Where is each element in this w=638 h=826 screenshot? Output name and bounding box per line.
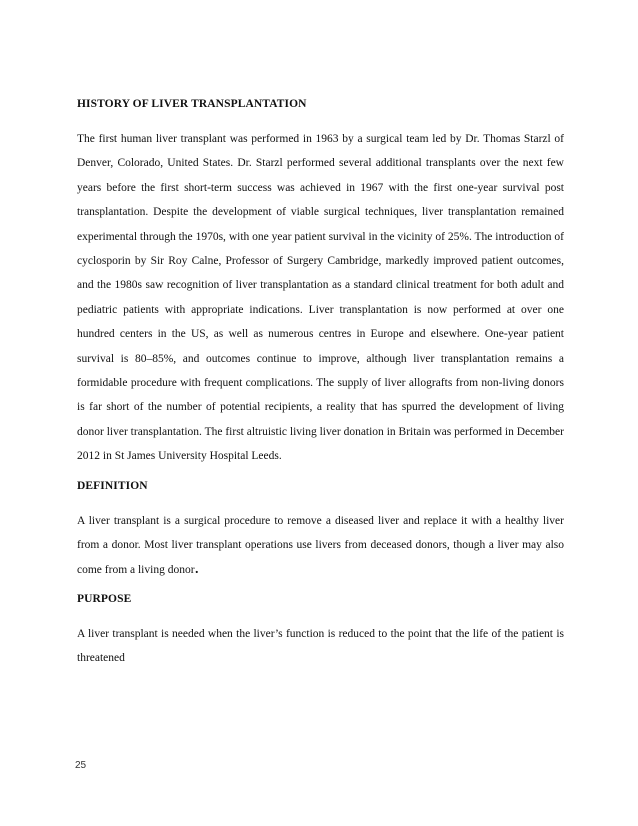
heading-history: HISTORY OF LIVER TRANSPLANTATION bbox=[77, 98, 307, 110]
document-content bbox=[77, 96, 564, 680]
page-number: 25 bbox=[75, 760, 87, 771]
paragraph-definition bbox=[77, 509, 564, 582]
heading-purpose: PURPOSE bbox=[77, 592, 132, 605]
paragraph-definition-text: A liver transplant is a surgical procedure to remove a diseased liver and replace it with a healthy liver from a donor. Most liver transplant operations use livers from deceased donors, though a liver may also come from a living donor bbox=[77, 514, 564, 576]
paragraph-history: The first human liver transplant was performed in 1963 by a surgical team led by Dr. Thomas Starzl of Denver, Colorado, United States. Dr. Starzl performed several additional transplants over the next few years before the first short-term success was achieved in 1967 with the first one-year survival post transplantation. Despite the development of viable surgical techniques, liver transplantation remained experimental through the 1970s, with one year patient survival in the vicinity of 25%. The introduction of cyclosporin by Sir Roy Calne, Professor of Surgery Cambridge, markedly improved patient outcomes, and the 1980s saw recognition of liver transplantation as a standard clinical treatment for both adult and pediatric patients with appropriate indications. Liver transplantation is now performed at over one hundred centers in the US, as well as numerous centres in Europe and elsewhere. One-year patient survival is 80–85%, and outcomes continue to improve, although liver transplantation remains a formidable procedure with frequent complications. The supply of liver allografts from non-living donors is far short of the number of potential recipients, a reality that has spurred the development of living donor liver transplantation. The first altruistic living liver donation in Britain was performed in December 2012 in St James University Hospital Leeds. bbox=[77, 133, 564, 463]
paragraph-purpose: A liver transplant is needed when the liver’s function is reduced to the point that the life of the patient is threatened bbox=[77, 627, 564, 665]
paragraph-definition-end-mark: . bbox=[194, 556, 200, 577]
heading-definition: DEFINITION bbox=[77, 479, 148, 492]
